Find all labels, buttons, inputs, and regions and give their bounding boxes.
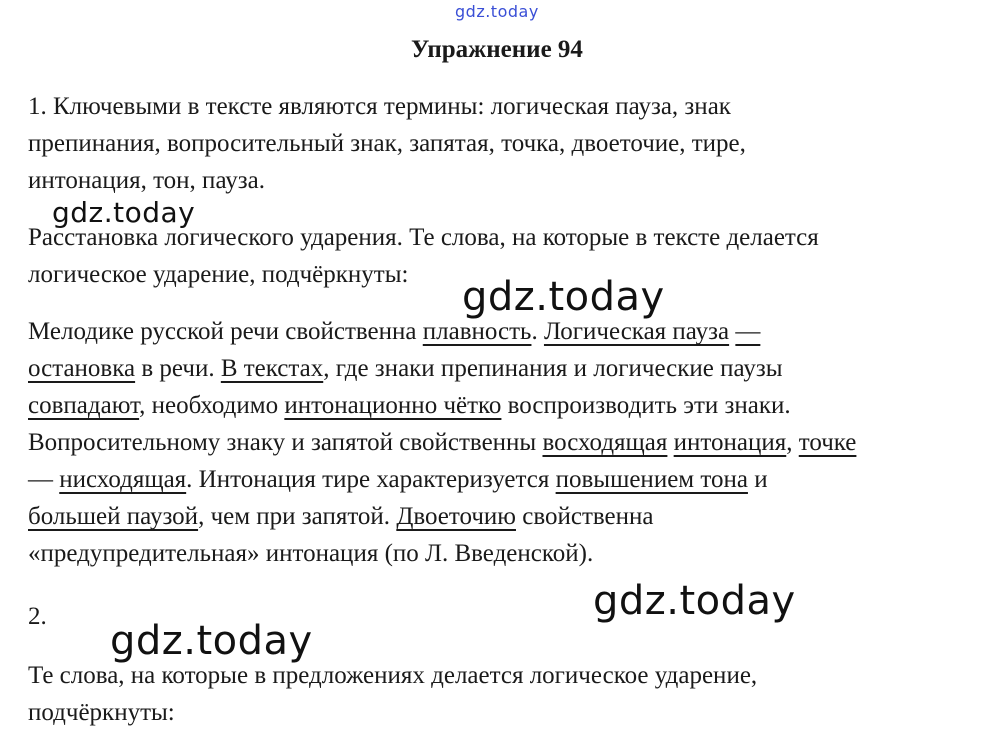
- paragraph-5-line-2: подчёркнуты:: [28, 699, 175, 726]
- stressed-word: плавность: [422, 318, 532, 345]
- stressed-word: интонация: [673, 429, 787, 456]
- text-segment: свойственна: [515, 503, 654, 530]
- text-segment: , необходимо: [139, 392, 285, 419]
- text-segment: и: [747, 466, 768, 493]
- stressed-word: нисходящая: [59, 466, 187, 493]
- page-title: Упражнение 94: [411, 36, 583, 63]
- stressed-word: повышением тона: [555, 466, 748, 493]
- stressed-word: совпадают: [28, 392, 140, 419]
- text-segment: , чем при запятой.: [198, 503, 397, 530]
- watermark-mid-center: gdz.today: [462, 274, 665, 320]
- text-segment: Мелодике русской речи свойственна: [28, 318, 423, 345]
- stressed-word: В текстах: [220, 355, 324, 382]
- text-segment: ,: [786, 429, 799, 456]
- text-segment: .: [531, 318, 544, 345]
- paragraph-1-line-2: препинания, вопросительный знак, запятая, точка, двоеточие, тире,: [28, 130, 746, 157]
- paragraph-1-line-1: 1. Ключевыми в тексте являются термины: логическая пауза, знак: [28, 93, 731, 120]
- text-segment: Вопросительному знаку и запятой свойственны: [28, 429, 543, 456]
- paragraph-3-line-4: [28, 428, 856, 458]
- paragraph-3-line-7: «предупредительная» интонация (по Л. Введенской).: [28, 540, 594, 567]
- stressed-word: Логическая пауза: [543, 318, 730, 345]
- text-segment: , где знаки препинания и логические паузы: [323, 355, 783, 382]
- stressed-word: большей паузой: [28, 503, 199, 530]
- stressed-word: Двоеточию: [396, 503, 516, 530]
- paragraph-3-line-3: [28, 391, 791, 421]
- paragraph-2-line-1: Расстановка логического ударения. Те слова, на которые в тексте делается: [28, 224, 819, 251]
- paragraph-5-line-1: Те слова, на которые в предложениях делается логическое ударение,: [28, 662, 758, 689]
- text-segment: . Интонация тире характеризуется: [186, 466, 556, 493]
- stressed-word: —: [735, 318, 761, 345]
- paragraph-3-line-5: [28, 465, 768, 495]
- watermark-lower-right: gdz.today: [593, 578, 796, 624]
- item-number-2: 2.: [28, 603, 47, 630]
- stressed-word: остановка: [28, 355, 136, 382]
- watermark-top: gdz.today: [455, 2, 539, 21]
- paragraph-1-line-3: интонация, тон, пауза.: [28, 167, 265, 194]
- stressed-word: интонационно чётко: [284, 392, 502, 419]
- text-segment: воспроизводить эти знаки.: [501, 392, 791, 419]
- stressed-word: восходящая: [542, 429, 668, 456]
- paragraph-3-line-6: [28, 502, 653, 532]
- text-segment: в речи.: [135, 355, 221, 382]
- watermark-lower-left: gdz.today: [110, 618, 313, 664]
- watermark-mid-left: gdz.today: [52, 196, 196, 229]
- paragraph-3-line-1: [28, 317, 760, 347]
- text-segment: —: [28, 466, 60, 493]
- stressed-word: точке: [798, 429, 857, 456]
- paragraph-3-line-2: [28, 354, 783, 384]
- paragraph-2-line-2: логическое ударение, подчёркнуты:: [28, 261, 409, 288]
